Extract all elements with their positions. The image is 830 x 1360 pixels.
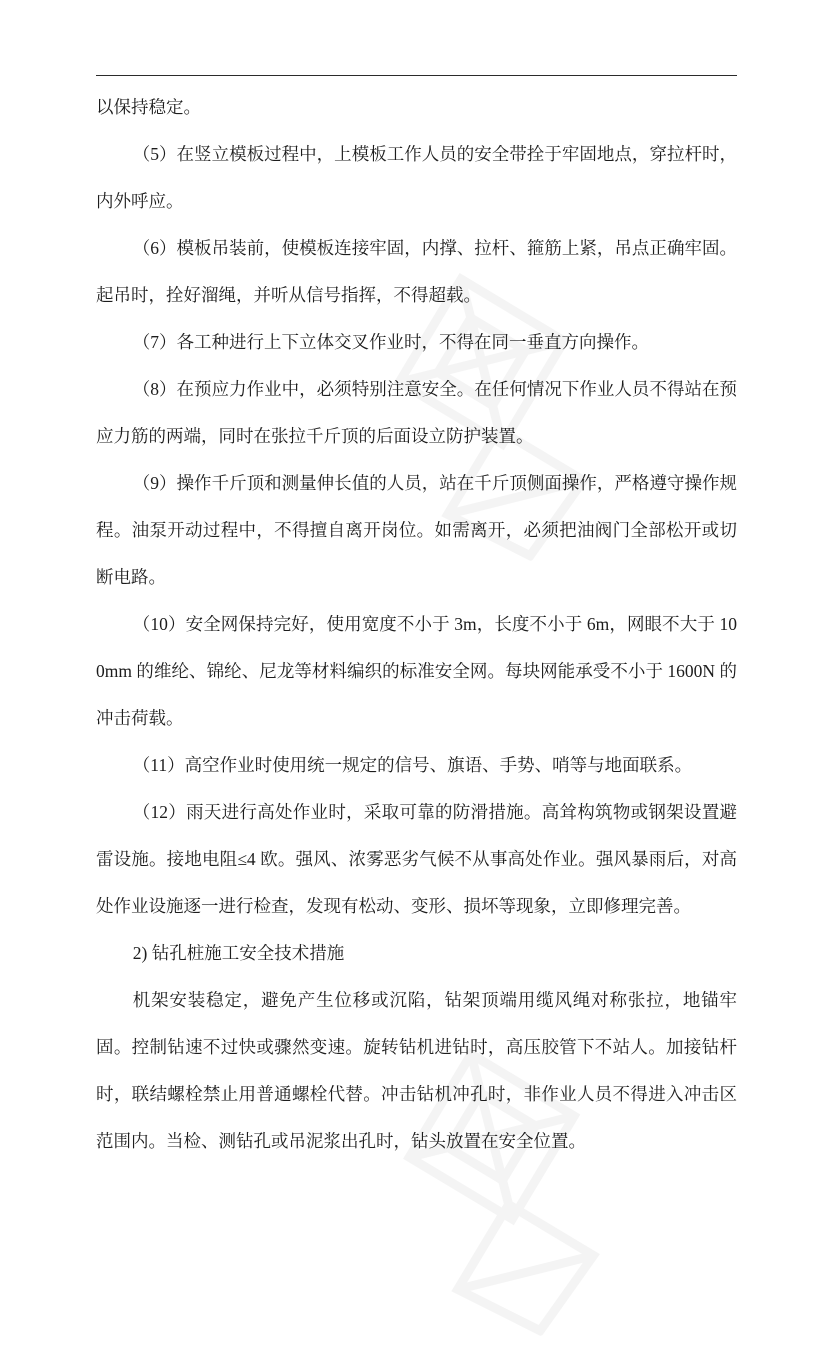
paragraph-item-8: （8）在预应力作业中，必须特别注意安全。在任何情况下作业人员不得站在预应力筋的两端，同时在张拉千斤顶的后面设立防护装置。	[96, 379, 737, 446]
paragraph-item-10: （10）安全网保持完好，使用宽度不小于 3m，长度不小于 6m，网眼不大于 100mm 的维纶、锦纶、尼龙等材料编织的标准安全网。每块网能承受不小于 1600N 的冲击荷载。	[96, 614, 737, 728]
paragraph-item-12: （12）雨天进行高处作业时，采取可靠的防滑措施。高耸构筑物或钢架设置避雷设施。接地电阻≤4 欧。强风、浓雾恶劣气候不从事高处作业。强风暴雨后，对高处作业设施逐一进行检查，发现有松动、变形、损坏等现象，立即修理完善。	[96, 802, 737, 916]
section-heading-drilling-pile: 2) 钻孔桩施工安全技术措施	[132, 943, 345, 963]
page-header-rule	[96, 75, 737, 76]
paragraph-item-9: （9）操作千斤顶和测量伸长值的人员，站在千斤顶侧面操作，严格遵守操作规程。油泵开动过程中，不得擅自离开岗位。如需离开，必须把油阀门全部松开或切断电路。	[96, 473, 737, 587]
paragraph-item-6: （6）模板吊装前，使模板连接牢固，内撑、拉杆、箍筋上紧，吊点正确牢固。起吊时，拴好溜绳，并听从信号指挥，不得超载。	[96, 238, 737, 305]
paragraph-item-7: （7）各工种进行上下立体交叉作业时，不得在同一垂直方向操作。	[132, 332, 649, 352]
paragraph-continuation: 以保持稳定。	[96, 97, 201, 117]
paragraph-item-11: （11）高空作业时使用统一规定的信号、旗语、手势、哨等与地面联系。	[132, 755, 693, 775]
document-body	[96, 84, 737, 1165]
paragraph-item-5: （5）在竖立模板过程中，上模板工作人员的安全带拴于牢固地点，穿拉杆时，内外呼应。	[96, 144, 737, 211]
paragraph-drilling-pile-body: 机架安装稳定，避免产生位移或沉陷，钻架顶端用缆风绳对称张拉，地锚牢固。控制钻速不过快或骤然变速。旋转钻机进钻时，高压胶管下不站人。加接钻杆时，联结螺栓禁止用普通螺栓代替。冲击钻机冲孔时，非作业人员不得进入冲击区范围内。当检、测钻孔或吊泥浆出孔时，钻头放置在安全位置。	[96, 990, 737, 1151]
